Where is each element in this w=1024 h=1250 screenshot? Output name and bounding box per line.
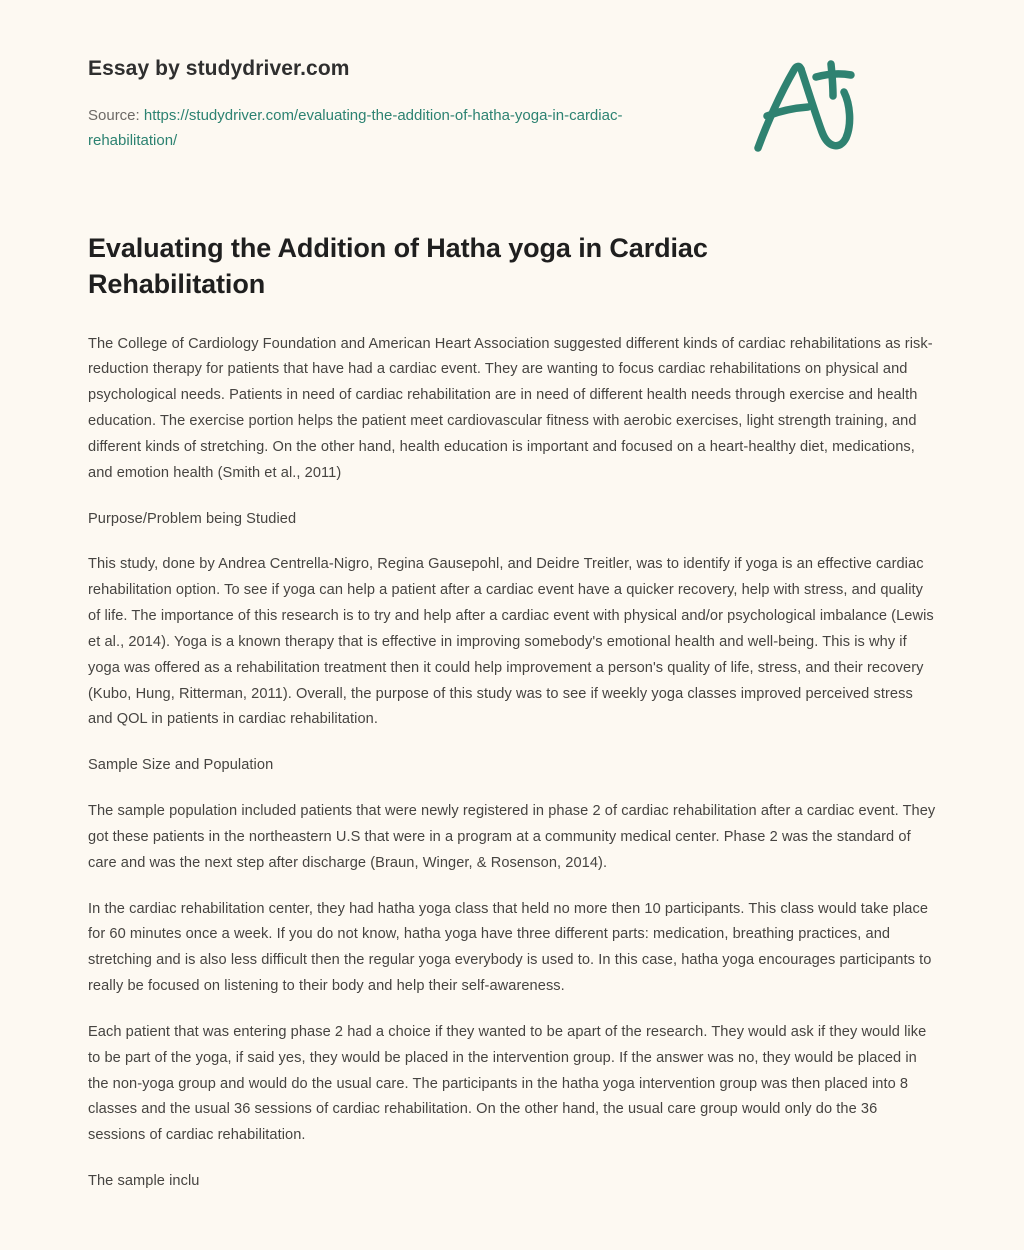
body-paragraph-truncated: The sample inclu	[88, 1173, 200, 1190]
essay-title: Evaluating the Addition of Hatha yoga in Cardiac Rehabilitation	[88, 232, 708, 299]
body-paragraph: The sample population included patients that were newly registered in phase 2 of cardiac rehabilitation after a cardiac event. They got these patients in the northeastern U.S that were in a program at a community medical center. Phase 2 was the standard of care and was the next step after discharge (Braun, Winger, & Rosenson, 2014).	[88, 803, 936, 871]
page-title: Essay by studydriver.com	[88, 57, 350, 80]
source-url-link[interactable]: https://studydriver.com/evaluating-the-addition-of-hatha-yoga-in-cardiac-rehabilitation/	[88, 107, 623, 149]
section-heading-purpose: Purpose/Problem being Studied	[88, 510, 297, 527]
essay-body	[88, 303, 936, 1195]
body-paragraph: In the cardiac rehabilitation center, they had hatha yoga class that held no more then 10 participants. This class would take place for 60 minutes once a week. If you do not know, hatha yoga have three different parts: medication, breathing practices, and stretching and is also less difficult then the regular yoga everybody is used to. In this case, hatha yoga encourages participants to really be focused on listening to their body and help their self-awareness.	[88, 900, 932, 995]
section-heading-sample: Sample Size and Population	[88, 757, 274, 774]
source-label: Source:	[88, 107, 140, 125]
body-paragraph: Each patient that was entering phase 2 had a choice if they wanted to be apart of the research. They would ask if they would like to be part of the yoga, if said yes, they would be placed in the intervention group. If the answer was no, they would be placed in the non-yoga group and would do the usual care. The participants in the hatha yoga intervention group was then placed into 8 classes and the usual 36 sessions of cardiac rehabilitation. On the other hand, the usual care group would only do the 36 sessions of cardiac rehabilitation.	[88, 1023, 927, 1144]
source-line	[88, 104, 698, 153]
page-header	[88, 0, 936, 153]
body-paragraph: This study, done by Andrea Centrella-Nigro, Regina Gausepohl, and Deidre Treitler, was to identify if yoga is an effective cardiac rehabilitation option. To see if yoga can help a patient after a cardiac event have a quicker recovery, help with stress, and quality of life. The importance of this research is to try and help after a cardiac event with physical and/or psychological imbalance (Lewis et al., 2014). Yoga is a known therapy that is effective in improving somebody's emotional health and well-being. This is why if yoga was offered as a rehabilitation treatment then it could help improvement a person's quality of life, stress, and their recovery (Kubo, Hung, Ritterman, 2011). Overall, the purpose of this study was to see if weekly yoga classes improved perceived stress and QOL in patients in cardiac rehabilitation.	[88, 556, 934, 728]
body-paragraph: The College of Cardiology Foundation and American Heart Association suggested different kinds of cardiac rehabilitations as risk-reduction therapy for patients that have had a cardiac event. They are wanting to focus cardiac rehabilitations on physical and psychological needs. Patients in need of cardiac rehabilitation are in need of different health needs through exercise and health education. The exercise portion helps the patient meet cardiovascular fitness with aerobic exercises, light strength training, and different kinds of stretching. On the other hand, health education is important and focused on a heart-healthy diet, medications, and emotion health (Smith et al., 2011)	[88, 335, 933, 481]
